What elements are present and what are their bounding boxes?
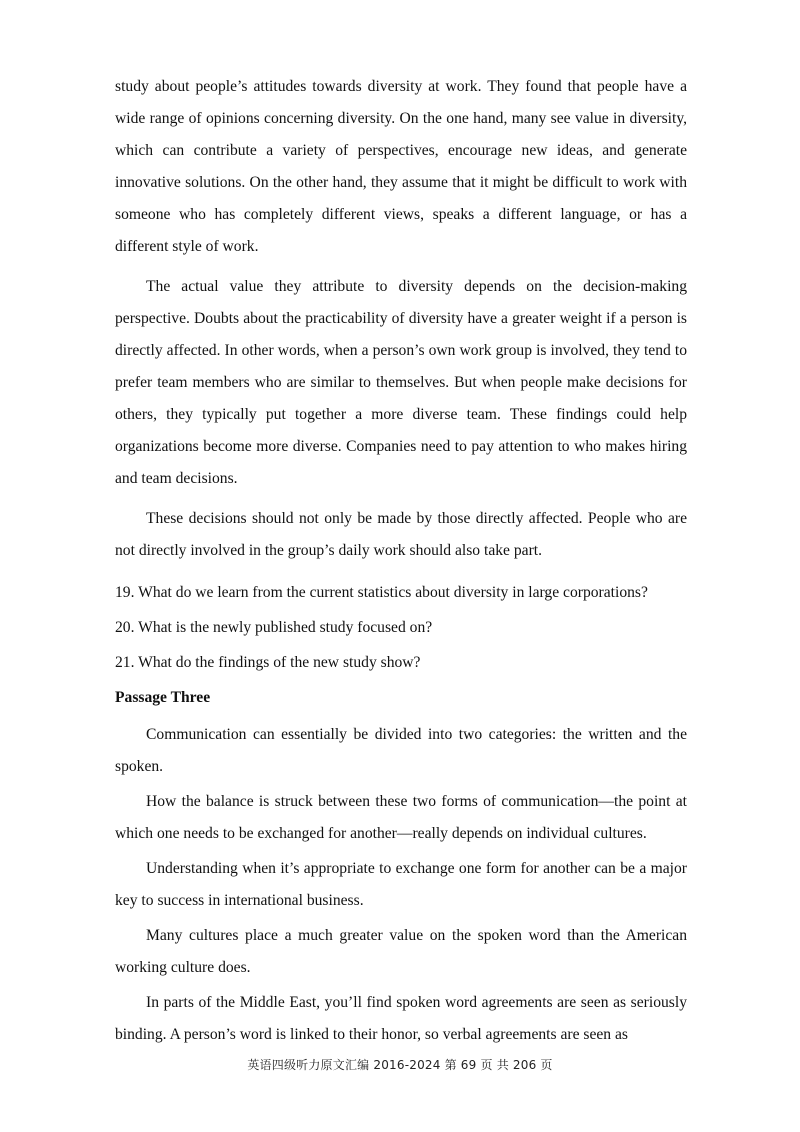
question-19: 19. What do we learn from the current statistics about diversity in large corporations? (115, 584, 648, 601)
passage-three-paragraph-2: How the balance is struck between these two forms of communication—the point at which one needs to be exchanged for another—really depends on individual cultures. (115, 793, 687, 842)
section-heading: Passage Three (115, 689, 211, 706)
body-paragraph-3: These decisions should not only be made by those directly affected. People who are not directly involved in the group’s daily work should also take part. (115, 510, 687, 559)
body-paragraph-1: study about people’s attitudes towards diversity at work. They found that people have a wide range of opinions concerning diversity. On the one hand, many see value in diversity, which can contribute a variety of perspectives, encourage new ideas, and generate innovative solutions. On the other hand, they assume that it might be difficult to work with someone who has completely different views, speaks a different language, or has a different style of work. (115, 78, 687, 255)
passage-three-paragraph-1: Communication can essentially be divided into two categories: the written and the spoken. (115, 726, 687, 775)
passage-three-paragraph-3: Understanding when it’s appropriate to exchange one form for another can be a major key to success in international business. (115, 860, 687, 909)
question-21: 21. What do the findings of the new study show? (115, 654, 421, 671)
passage-three-paragraph-4: Many cultures place a much greater value on the spoken word than the American working culture does. (115, 927, 687, 976)
passage-three-paragraph-5: In parts of the Middle East, you’ll find spoken word agreements are seen as seriously binding. A person’s word is linked to their honor, so verbal agreements are seen as (115, 994, 687, 1043)
page-content (115, 71, 687, 1054)
question-20: 20. What is the newly published study focused on? (115, 619, 433, 636)
page-footer: 英语四级听力原文汇编 2016-2024 第 69 页 共 206 页 (247, 1058, 553, 1072)
body-paragraph-2: The actual value they attribute to diversity depends on the decision-making perspective. Doubts about the practicability of diversity have a greater weight if a person is directly affected. In other words, when a person’s own work group is involved, they tend to prefer team members who are similar to themselves. But when people make decisions for others, they typically put together a more diverse team. These findings could help organizations become more diverse. Companies need to pay attention to who makes hiring and team decisions. (115, 278, 687, 487)
